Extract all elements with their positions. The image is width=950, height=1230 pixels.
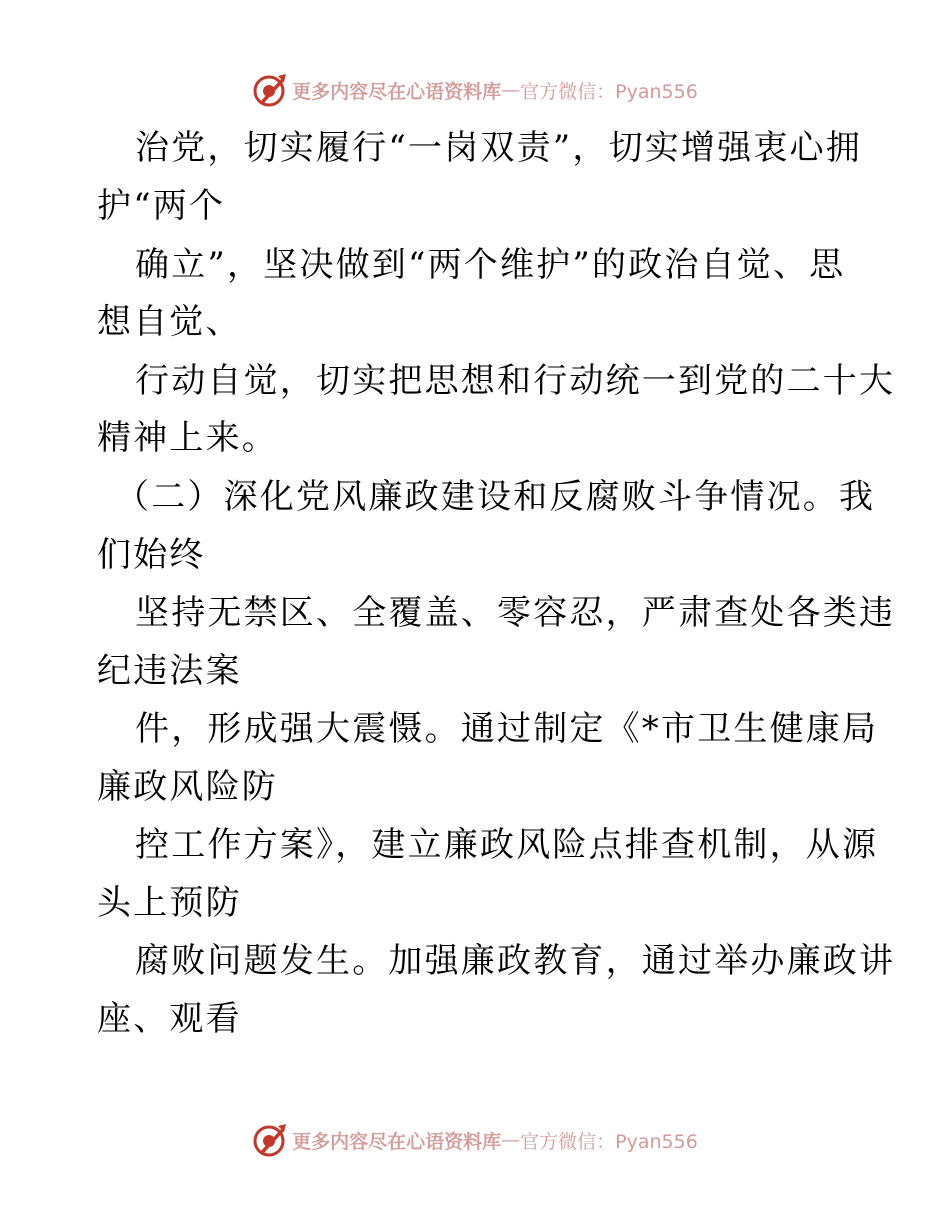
text-line: 确立”，坚决做到“两个维护”的政治自觉、思 (135, 245, 846, 285)
watermark-brand: 更多内容尽在心语资料库 (292, 1130, 502, 1153)
text-line: 坚持无禁区、全覆盖、零容忍，严肃查处各类违 (135, 593, 896, 633)
watermark-wechat: 官方微信：Pyan556 (520, 80, 698, 103)
text-line: 治党，切实履行“一岗双责”，切实增强衷心拥 (135, 128, 862, 168)
quill-logo-icon (252, 72, 288, 108)
text-line: 想自觉、 (97, 302, 242, 342)
text-line: 件，形成强大震慑。通过制定《*市卫生健康局 (135, 709, 879, 749)
text-line: 精神上来。 (97, 418, 278, 458)
footer-watermark (0, 1120, 950, 1160)
watermark-dash: — (501, 1129, 521, 1151)
header-watermark (0, 70, 950, 110)
text-line: 行动自觉，切实把思想和行动统一到党的二十大 (135, 361, 896, 401)
text-line: 纪违法案 (97, 651, 242, 691)
watermark-wechat: 官方微信：Pyan556 (520, 1130, 698, 1153)
watermark-brand: 更多内容尽在心语资料库 (292, 80, 502, 103)
section-heading-line: （二）深化党风廉政建设和反腐败斗争情况。我 (115, 477, 876, 517)
text-line: 座、观看 (97, 999, 242, 1039)
text-line: 廉政风险防 (97, 767, 278, 807)
text-line: 腐败问题发生。加强廉政教育，通过举办廉政讲 (135, 941, 896, 981)
text-line: 头上预防 (97, 883, 242, 923)
text-line: 控工作方案》，建立廉政风险点排查机制，从源 (135, 825, 879, 865)
quill-logo-icon (252, 1122, 288, 1158)
text-line: 们始终 (97, 535, 206, 575)
watermark-dash: — (501, 79, 521, 101)
text-line: 护“两个 (97, 186, 226, 226)
